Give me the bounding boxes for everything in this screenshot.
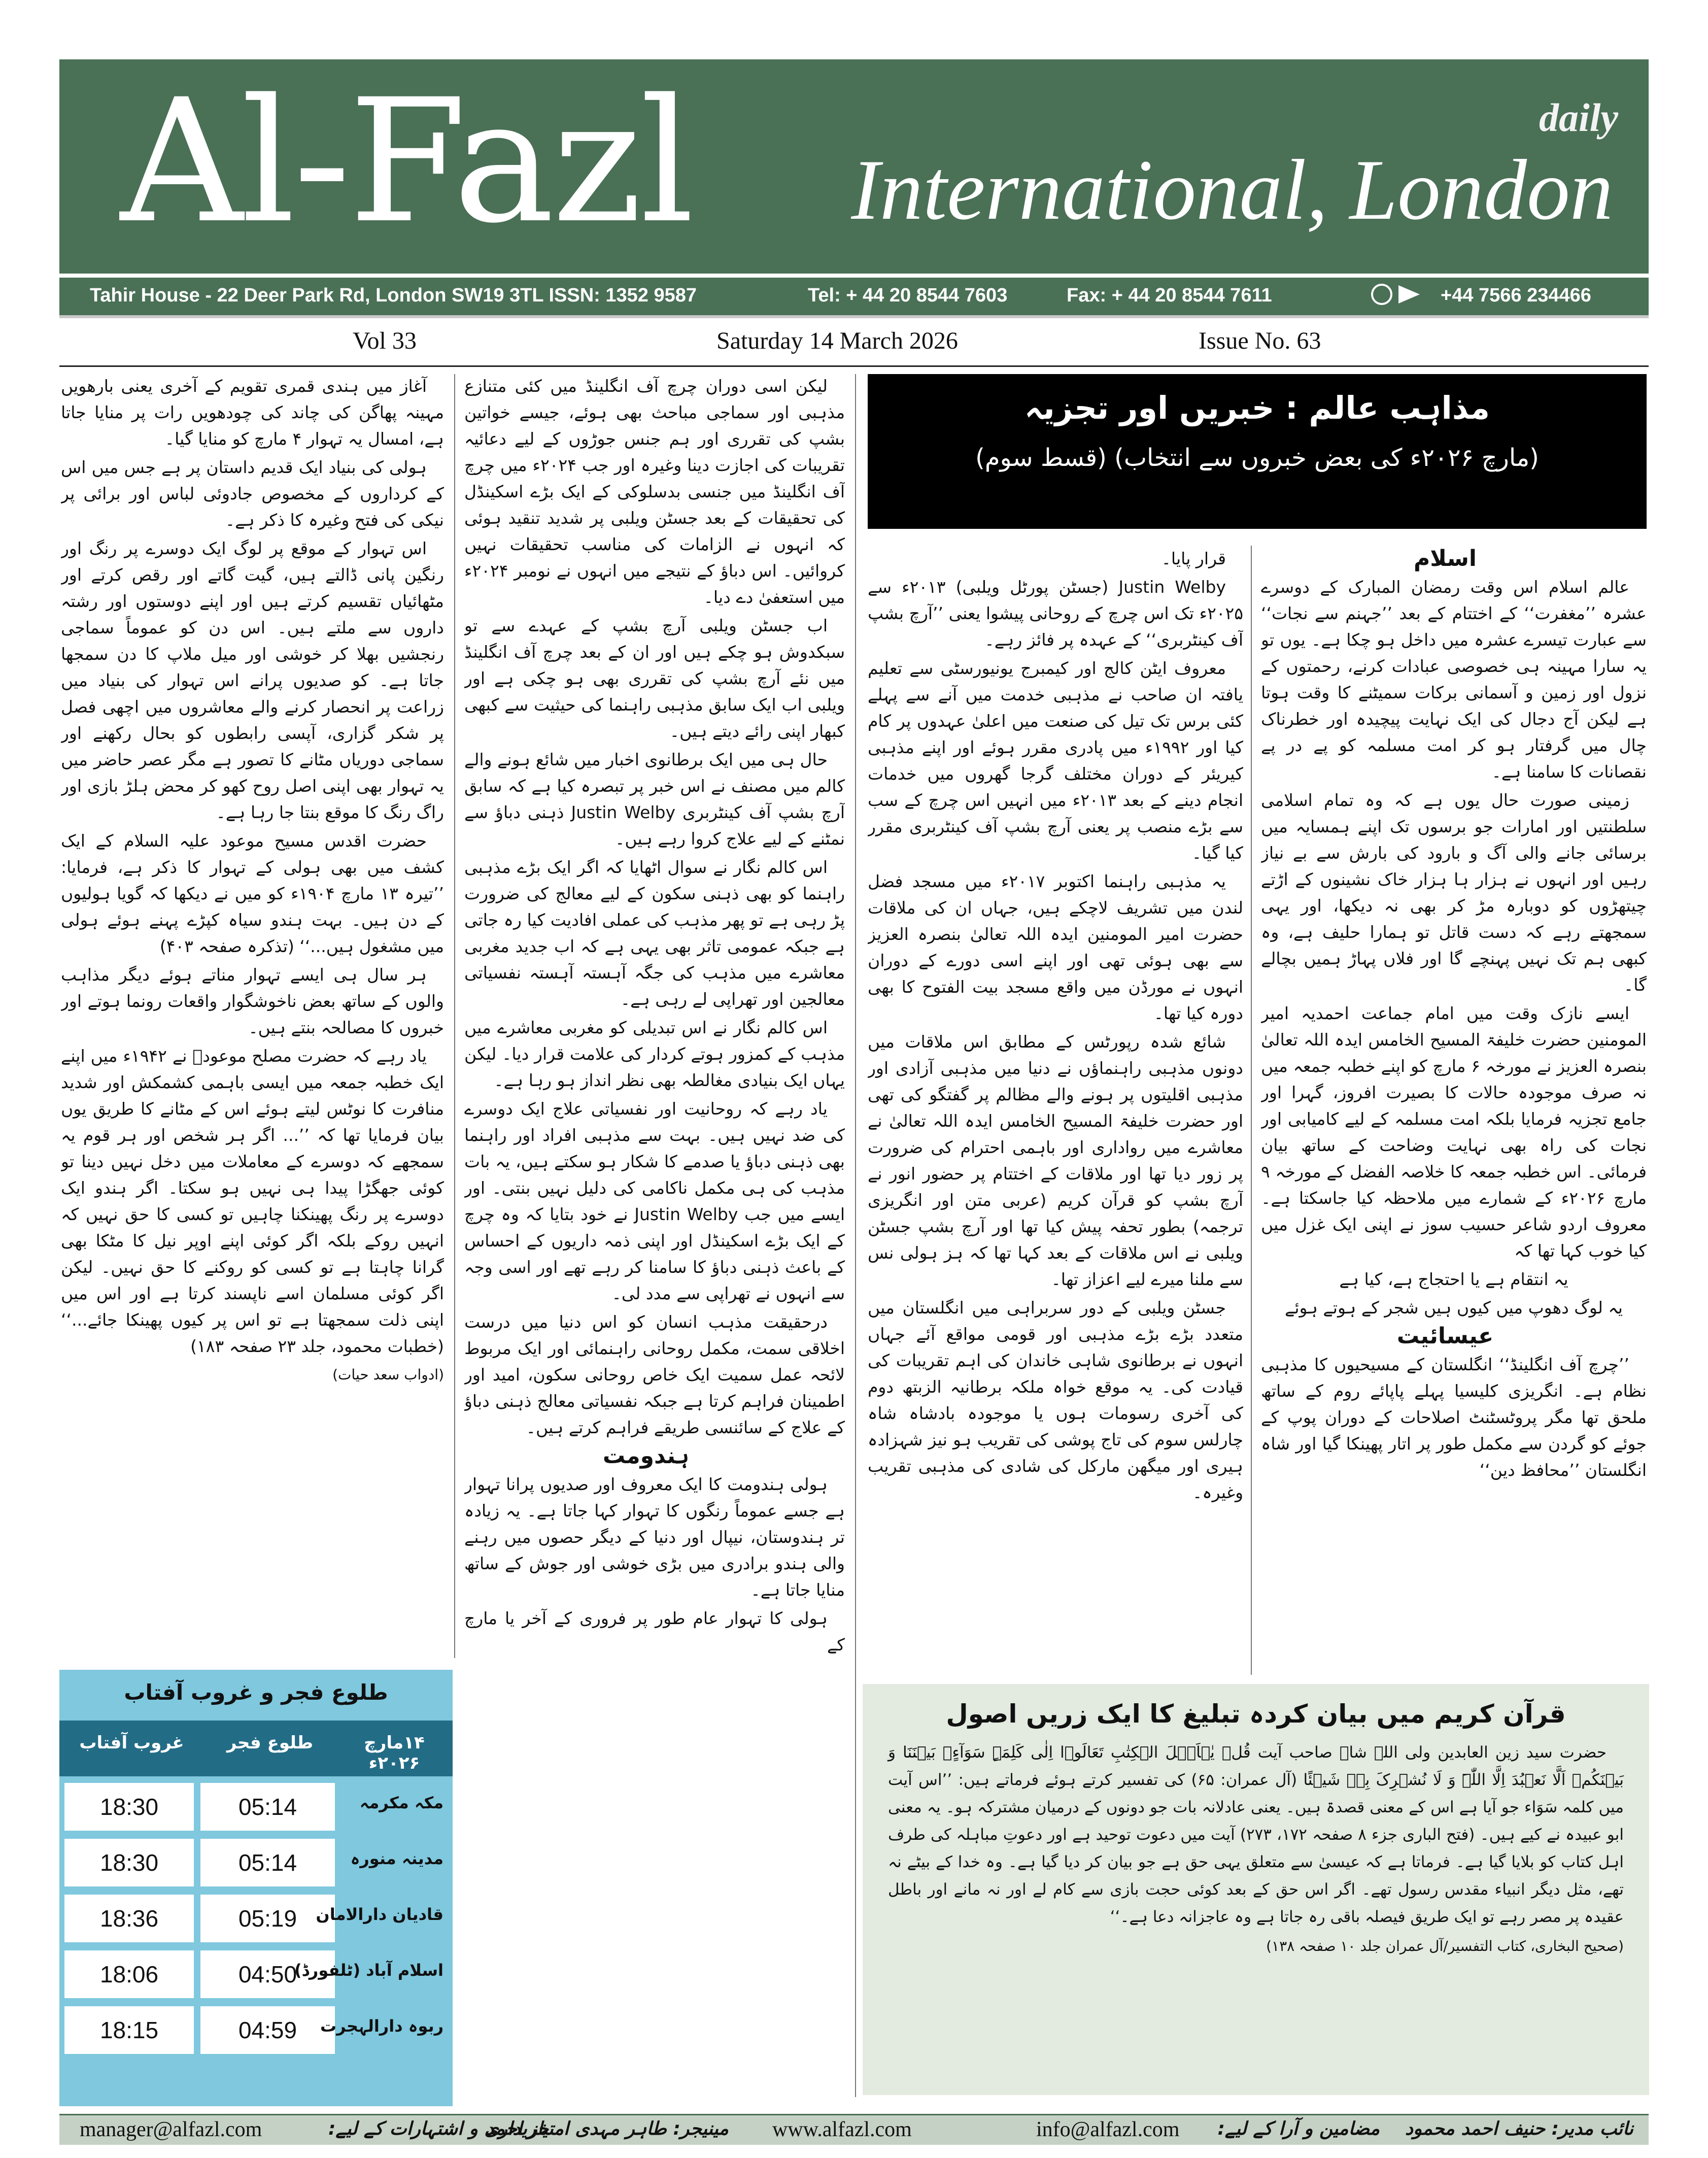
issue-line xyxy=(59,320,1649,367)
messaging-icons xyxy=(1371,284,1426,305)
articles-label: مضامین و آرا کے لیے: xyxy=(1217,2118,1380,2139)
city-name: مکہ مکرمہ xyxy=(359,1793,443,1812)
paragraph: آغاز میں ہندی قمری تقویم کے آخری یعنی بارھویں مہینہ پھاگن کی چاند کی چودھویں رات پر منایا جاتا ہے، امسال یہ تہوار ۴ مارچ کو منایا گیا۔ xyxy=(61,376,444,449)
volume: Vol 33 xyxy=(353,327,417,354)
masthead-subtitle: International, London xyxy=(851,142,1613,238)
paragraph: یہ مذہبی راہنما اکتوبر ۲۰۱۷ء میں مسجد فضل لندن میں تشریف لاچکے ہیں، جہاں ان کی ملاقات حضرت امیر المومنین ایدہ اللہ تعالیٰ بنصرہ العزیز سے بھی ہوئی تھی اور اپنے اسی دورے کے دوران انہوں نے مورڈن میں واقع مسجد بیت الفتوح کا بھی دورہ کیا تھا۔ xyxy=(868,871,1243,1023)
section-heading-hinduism: ہندومت xyxy=(602,1443,690,1469)
paragraph: اس کالم نگار نے اس تبدیلی کو مغربی معاشرے میں مذہب کے کمزور ہوتے کردار کی علامت قرار دیا۔ لیکن یہاں ایک بنیادی مغالطہ بھی نظر انداز ہو رہا ہے۔ xyxy=(464,1018,845,1090)
daily-label: daily xyxy=(1539,95,1618,140)
city-name: اسلام آباد (ٹلفورڈ) xyxy=(294,1961,443,1980)
paragraph: یاد رہے کہ روحانیت اور نفسیاتی علاج ایک دوسرے کی ضد نہیں ہیں۔ بہت سے مذہبی افراد اور راہنما بھی ذہنی دباؤ یا صدمے کا شکار ہو سکتے ہیں، یہ بات مذہب کی ہی مکمل ناکامی کی دلیل نہیں بنتی۔ اور ایسے میں جب Justin Welby نے خود بتایا کہ وہ چرچ کے ایک بڑے اسکینڈل اور اپنی ذمہ داریوں کے احساس کے باعث ذہنی دباؤ کا سامنا کر رہے تھے اور اسی وجہ سے انہوں نے تھراپی سے مدد لی۔ xyxy=(464,1099,845,1303)
paragraph: حضرت سید زین العابدین ولی اللہ شاہ صاحب آیت قُلۡ یٰۤاَہۡلَ الۡکِتٰبِ تَعَالَوۡا اِلٰی کَلِمَۃٍ سَوَآءٍۢ بَیۡنَنَا وَ بَیۡنَکُمۡ اَلَّا نَعۡبُدَ اِلَّا اللّٰہَ وَ لَا نُشۡرِکَ بِہٖ شَیۡئًا (آل عمران: ۶۵) کی تفسیر کرتے ہوئے فرماتے ہیں: ’’اس آیت میں کلمہ سَوَاء جو آیا ہے اس کے معنی قصدۃ ہیں۔ یعنی عادلانہ بات جو دونوں کے درمیان مشترکہ ہو۔ یہ معنی ابو عبیدہ نے کیے ہیں۔ (فتح الباری جزء ۸ صفحہ ۱۷۲، ۲۷۳) آیت میں دعوت توحید ہے اور دعوتِ مباہلہ کی طرف اہل کتاب کو بلایا گیا ہے۔ فرماتا ہے کہ عیسیٰ سے متعلق یہی حق ہے جو بیان کر دیا گیا ہے۔ وہ خدا کے بیٹے نہ تھے، مثل دیگر انبیاء مقدس رسول تھے۔ اگر اس حق کے بعد کوئی حجت بازی سے کام لے اور نہ مانے اور باطل عقیدہ پر مصر رہے تو ایک طریق فیصلہ باقی رہ جاتا ہے وہ عاجزانہ دعا ہے۔‘‘ xyxy=(888,1743,1624,1926)
paragraph: ہولی کا تہوار عام طور پر فروری کے آخر یا مارچ کے xyxy=(464,1608,845,1655)
sunset-time: 18:36 xyxy=(64,1895,194,1942)
fax: Fax: + 44 20 8544 7611 xyxy=(1067,285,1272,306)
paragraph: قرار پایا۔ xyxy=(1161,549,1226,568)
paragraph: یاد رہے کہ حضرت مصلح موعودؓ نے ۱۹۴۲ء میں اپنے ایک خطبہ جمعہ میں ایسی باہمی کشمکش اور شدید منافرت کا نوٹس لیتے ہوئے اس کے مٹانے کا طریق یوں بیان فرمایا تھا کہ ’’... اگر ہر شخص اور ہر قوم یہ سمجھے کہ دوسرے کے معاملات میں دخل نہیں دینا تو کوئی جھگڑا پیدا ہی نہیں ہو سکتا۔ اگر ہندو ایک دوسرے پر رنگ پھینکنا چاہیں تو کسی کا حق نہیں کہ انہیں روکے بلکہ اگر کوئی اپنے اوپر نیل کا مٹکا بھی گرانا چاہتا ہے تو کسی کو روکنے کا حق نہیں۔ لیکن اگر کوئی مسلمان اسے ناپسند کرتا ہے اور اس میں اپنی ذلت سمجھتا ہے تو اس پر کیوں پھینکا جائے...‘‘ (خطبات محمود، جلد ۲۳ صفحہ ۱۸۳) xyxy=(61,1046,444,1356)
table-row xyxy=(59,1779,453,1835)
headline-title: مذاہب عالم : خبریں اور تجزیہ xyxy=(1024,389,1490,426)
paragraph: ہولی ہندومت کا ایک معروف اور صدیوں پرانا تہوار ہے جسے عموماً رنگوں کا تہوار کہا جاتا ہے۔ یہ زیادہ تر ہندوستان، نیپال اور دنیا کے دیگر حصوں میں رہنے والی ہندو برادری میں بڑی خوشی اور جوش کے ساتھ منایا جاتا ہے۔ xyxy=(464,1474,845,1600)
masthead-banner xyxy=(59,59,1649,274)
headline-box xyxy=(868,374,1647,529)
fajr-time: 04:59 xyxy=(200,2006,335,2054)
paragraph: عالم اسلام اس وقت رمضان المبارک کے دوسرے عشرہ ’’مغفرت‘‘ کے اختتام کے بعد ’’جہنم سے نجات‘‘ سے عبارت تیسرے عشرہ میں داخل ہو چکا ہے۔ یوں تو یہ سارا مہینہ ہی خصوصی عبادات کرنے، رحمتوں کے نزول اور زمین و آسمانی برکات سمیٹنے کا وقت ہوتا ہے لیکن آج دجال کی ایک نہایت پیچیدہ اور خطرناک چال میں گرفتار ہو کر امت مسلمہ کو پے در پے نقصانات کا سامنا ہے۔ xyxy=(1261,577,1647,782)
table-row xyxy=(59,1891,453,1946)
column-divider xyxy=(1251,546,1252,1675)
manager-name: مینیجر: طاہر مہدی امتیاز احمد xyxy=(486,2118,729,2139)
paragraph: زمینی صورت حال یوں ہے کہ وہ تمام اسلامی سلطنتیں اور امارات جو برسوں تک اپنے ہمسایہ میں برسائی جانے والی آگ و بارود کی بارش سے بے نیاز رہیں اور انہوں نے ہزار ہا ہزار خاک نشینوں کے اڑتے چیتھڑوں کو دوبارہ مڑ کر بھی نہ دیکھا، اور یہی سمجھتے رہے کہ دست قاتل تو ہمارا حلیف ہے، وہ کبھی ہم تک نہیں پہنچے گا اور فلاں پہاڑ ہمیں بچالے گا۔ xyxy=(1261,790,1647,995)
issue-date: Saturday 14 March 2026 xyxy=(716,327,958,354)
city-name: قادیان دارالامان xyxy=(316,1905,443,1924)
times-table-title: طلوع فجر و غروب آفتاب xyxy=(124,1680,388,1705)
fajr-time: 04:50 xyxy=(200,1950,335,1998)
paragraph: اس کالم نگار نے سوال اٹھایا کہ اگر ایک بڑے مذہبی راہنما کو بھی ذہنی سکون کے لیے معالج کی ضرورت پڑ رہی ہے تو پھر مذہب کی عملی افادیت کیا رہ جاتی ہے جبکہ عمومی تاثر بھی یہی ہے کہ اب جدید مغربی معاشرے میں مذہب کی جگہ آہستہ آہستہ نفسیاتی معالجین اور تھراپی لے رہی ہے۔ xyxy=(464,857,845,1009)
article-credit: (ادواب سعد حیات) xyxy=(332,1366,444,1383)
website-link[interactable]: www.alfazl.com xyxy=(772,2118,912,2141)
sunset-time: 18:15 xyxy=(64,2006,194,2054)
quran-box-title: قرآن کریم میں بیان کردہ تبلیغ کا ایک زریں اصول xyxy=(946,1699,1566,1729)
table-row xyxy=(59,2002,453,2058)
sunset-time: 18:30 xyxy=(64,1839,194,1886)
deputy-editor: نائب مدیر: حنیف احمد محمود xyxy=(1405,2118,1633,2139)
city-name: مدینہ منورہ xyxy=(350,1849,443,1868)
section-heading-christianity: عیسائیت xyxy=(1396,1323,1494,1349)
headline-subtitle: (مارچ ۲۰۲۶ء کی بعض خبروں سے انتخاب) (قسط سوم) xyxy=(975,444,1539,472)
section-heading-islam: اسلام xyxy=(1413,546,1477,571)
paragraph: ہولی کی بنیاد ایک قدیم داستان پر ہے جس میں اس کے کرداروں کے مخصوص جادوئی لباس اور برائی پر نیکی کی فتح وغیرہ کا ذکر ہے۔ xyxy=(61,457,444,530)
ads-label: خریداری و اشتہارات کے لیے: xyxy=(328,2118,549,2139)
issue-number: Issue No. 63 xyxy=(1199,327,1321,354)
sunset-time: 18:30 xyxy=(64,1783,194,1831)
quran-credit: (صحیح البخاری، کتاب التفسیر/آل عمران جلد ۱۰ صفحہ ۱۳۸) xyxy=(1266,1938,1624,1954)
times-table-header xyxy=(59,1721,453,1776)
quran-principle-box xyxy=(863,1684,1649,2095)
telephone: Tel: + 44 20 8544 7603 xyxy=(808,285,1008,306)
poem-line: یہ انتقام ہے یا احتجاج ہے، کیا ہے xyxy=(1339,1269,1568,1289)
paragraph: حال ہی میں ایک برطانوی اخبار میں شائع ہونے والے کالم میں مصنف نے اس خبر پر تبصرہ کیا ہے کہ سابق آرچ بشپ آف کینٹربری Justin Welby ذہنی دباؤ سے نمٹنے کے لیے علاج کروا رہے ہیں۔ xyxy=(464,750,845,849)
table-row xyxy=(59,1835,453,1891)
info-email-link[interactable]: info@alfazl.com xyxy=(1036,2118,1180,2141)
paragraph: Justin Welby (جسٹن پورٹل ویلبی) ۲۰۱۳ء سے ۲۰۲۵ء تک اس چرچ کے روحانی پیشوا یعنی ’’آرچ بشپ آف کینٹربری‘‘ کے عہدہ پر فائز رہے۔ xyxy=(868,577,1243,650)
paragraph: شائع شدہ رپورٹس کے مطابق اس ملاقات میں دونوں مذہبی راہنماؤں نے دنیا میں مذہبی آزادی اور مذہبی اقلیتوں پر ہونے والے مظالم پر گفتگو کی تھی اور حضرت خلیفۃ المسیح الخامس ایدہ اللہ تعالیٰ نے معاشرے میں رواداری اور باہمی احترام کی ضرورت پر زور دیا تھا اور ملاقات کے اختتام پر حضور انور نے آرچ بشپ کو قرآن کریم (عربی متن اور انگریزی ترجمہ) بطور تحفہ پیش کیا تھا اور آرچ بشپ جسٹن ویلبی نے اس ملاقات کے بعد کہا تھا کہ ہز ہولی نس سے ملنا میرے لیے اعزاز تھا۔ xyxy=(868,1032,1243,1289)
manager-email-link[interactable]: manager@alfazl.com xyxy=(80,2118,262,2141)
city-name: ربوہ دارالہجرت xyxy=(320,2016,443,2036)
column-christianity-cont xyxy=(868,546,1243,1675)
paragraph: حضرت اقدس مسیح موعود علیہ السلام کے ایک کشف میں بھی ہولی کے تہوار کا ذکر ہے، فرمایا: ’’تیرہ ۱۳ مارچ ۱۹۰۴ء کو میں نے دیکھا کہ گویا ہولیوں کے دن ہیں۔ بہت ہندو سیاہ کپڑے پہنے ہوئے ہولی میں مشغول ہیں...‘‘ (تذکرہ صفحہ ۴۰۳) xyxy=(61,831,444,956)
paragraph: اس تہوار کے موقع پر لوگ ایک دوسرے پر رنگ اور رنگین پانی ڈالتے ہیں، گیت گاتے اور رقص کرتے اور مٹھائیاں تقسیم کرتے ہیں اور اپنے دوستوں اور رشتہ داروں سے ملتے ہیں۔ اس دن کو عموماً سماجی رنجشیں بھلا کر خوشی اور میل ملاپ کا دن سمجھا جاتا ہے۔ کو صدیوں پرانے اس تہوار کی بنیاد میں زراعت پر انحصار کرنے والے معاشروں میں اچھی فصل پر شکر گزاری، آپسی رابطوں کو بحال رکھنے اور سماجی دوریاں مٹانے کا تصور ہے مگر عصر حاضر میں یہ تہوار بھی اپنی اصل روح کھو کر محض ہلڑ بازی اور راگ رنگ کا موقع بنتا جا رہا ہے۔ xyxy=(61,538,444,822)
address-issn: Tahir House - 22 Deer Park Rd, London SW19 3TL ISSN: 1352 9587 xyxy=(90,285,697,306)
paragraph: درحقیقت مذہب انسان کو اس دنیا میں درست اخلاقی سمت، مکمل روحانی راہنمائی اور ایک مربوط لائحہ عمل سمیت ایک خاص روحانی سکون، امید اور اطمینان فراہم کرتا ہے جبکہ نفسیاتی معالج ذہنی دباؤ کے علاج کے سائنسی طریقے فراہم کرتے ہیں۔ xyxy=(464,1312,845,1437)
column-welby-hinduism xyxy=(464,373,845,2096)
column-divider xyxy=(454,374,455,1658)
paragraph: ایسے نازک وقت میں امام جماعت احمدیہ امیر المومنین حضرت خلیفۃ المسیح الخامس ایدہ اللہ تعالیٰ بنصرہ العزیز نے مورخہ ۶ مارچ کو اپنے خطبہ جمعہ میں نہ صرف موجودہ حالات کا بصیرت افروز، گہرا اور جامع تجزیہ فرمایا بلکہ امت مسلمہ کے لیے کامیابی اور نجات کی راہ بھی نہایت وضاحت کے ساتھ بیان فرمائی۔ اس خطبہ جمعہ کا خلاصہ الفضل کے مورخہ ۹ مارچ ۲۰۲۶ء کے شمارے میں ملاحظہ کیا جاسکتا ہے۔ معروف اردو شاعر حسیب سوز نے اپنی ایک غزل میں کیا خوب کہا تھا کہ xyxy=(1261,1003,1647,1261)
whatsapp-icon xyxy=(1371,284,1392,305)
paragraph: معروف ایٹن کالج اور کیمبرج یونیورسٹی سے تعلیم یافتہ ان صاحب نے مذہبی خدمت میں آنے سے پہلے کئی برس تک تیل کی صنعت میں اعلیٰ عہدوں پر کام کیا اور ۱۹۹۲ء میں پادری مقرر ہوئے اور اپنے مذہبی کیریئر کے دوران مختلف گرجا گھروں میں خدمات انجام دینے کے بعد ۲۰۱۳ء میں انہیں اس چرچ کے سب سے بڑے منصب پر یعنی آرچ بشپ آف کینٹربری مقرر کیا گیا۔ xyxy=(868,658,1243,863)
header-sunset: غروب آفتاب xyxy=(79,1733,184,1753)
fajr-time: 05:19 xyxy=(200,1895,335,1942)
column-islam xyxy=(1261,546,1647,1675)
fajr-time: 05:14 xyxy=(200,1839,335,1886)
column-holi xyxy=(61,373,444,1657)
table-row xyxy=(59,1946,453,2002)
poem-line: یہ لوگ دھوپ میں کیوں ہیں شجر کے ہوتے ہوئے xyxy=(1285,1298,1623,1318)
quran-box-body xyxy=(888,1739,1624,1960)
prayer-times-table xyxy=(59,1670,453,2106)
fajr-time: 05:14 xyxy=(200,1783,335,1831)
paragraph: جسٹن ویلبی کے دور سربراہی میں انگلستان میں متعدد بڑے بڑے مذہبی اور قومی مواقع آئے جہاں انہوں نے برطانوی شاہی خاندان کی اہم تقریبات کی قیادت کی۔ یہ موقع خواہ ملکہ برطانیہ الزبتھ دوم کی آخری رسومات ہوں یا موجودہ بادشاہ شاہ چارلس سوم کی تاج پوشی کی تقریب ہو نیز شہزادہ ہیری اور میگھن مارکل کی شادی کی مذہبی تقریب وغیرہ۔ xyxy=(868,1298,1243,1502)
whatsapp-number: +44 7566 234466 xyxy=(1441,285,1591,306)
column-divider xyxy=(855,374,856,2097)
paragraph: ’’چرچ آف انگلینڈ‘‘ انگلستان کے مسیحیوں کا مذہبی نظام ہے۔ انگریزی کلیسیا پہلے پاپائے روم کے ساتھ ملحق تھا مگر پروٹسٹنٹ اصلاحات کے دوران پوپ کے جوئے کو گردن سے مکمل طور پر اتار پھینکا گیا اور شاہ انگلستان ’’محافظ دین‘‘ xyxy=(1261,1355,1647,1480)
sunset-time: 18:06 xyxy=(64,1950,194,1998)
telegram-icon xyxy=(1398,285,1420,304)
paragraph: اب جسٹن ویلبی آرچ بشپ کے عہدے سے تو سبکدوش ہو چکے ہیں اور ان کے بعد چرچ آف انگلینڈ میں نئے آرچ بشپ کی تقرری بھی ہو چکی ہے اور ویلبی اب ایک سابق مذہبی راہنما کی حیثیت سے کبھی کبھار اپنی رائے دیتے ہیں۔ xyxy=(464,616,845,741)
header-date: ۱۴مارچ ۲۰۲۶ء xyxy=(364,1733,425,1773)
paragraph: ہر سال ہی ایسے تہوار مناتے ہوئے دیگر مذاہب والوں کے ساتھ بعض ناخوشگوار واقعات رونما ہوتے اور خبروں کا مصالحہ بنتے ہیں۔ xyxy=(61,965,444,1037)
contact-bar xyxy=(59,278,1649,318)
newspaper-logo: Al-Fazl xyxy=(120,63,693,261)
footer-bar xyxy=(59,2114,1649,2145)
header-fajr: طلوع فجر xyxy=(226,1733,314,1753)
paragraph: لیکن اسی دوران چرچ آف انگلینڈ میں کئی متنازع مذہبی اور سماجی مباحث بھی ہوئے، جیسے خواتین بشپ کی تقرری اور ہم جنس جوڑوں کے لیے دعائیہ تقریبات کی اجازت دینا وغیرہ اور جب ۲۰۲۴ء میں چرچ آف انگلینڈ میں جنسی بدسلوکی کے ایک بڑے اسکینڈل کی تحقیقات کے بعد جسٹن ویلبی پر شدید تنقید ہوئی کہ انہوں نے الزامات کی مناسب تحقیقات نہیں کروائیں۔ اس دباؤ کے نتیجے میں انہوں نے نومبر ۲۰۲۴ء میں استعفیٰ دے دیا۔ xyxy=(464,376,845,607)
